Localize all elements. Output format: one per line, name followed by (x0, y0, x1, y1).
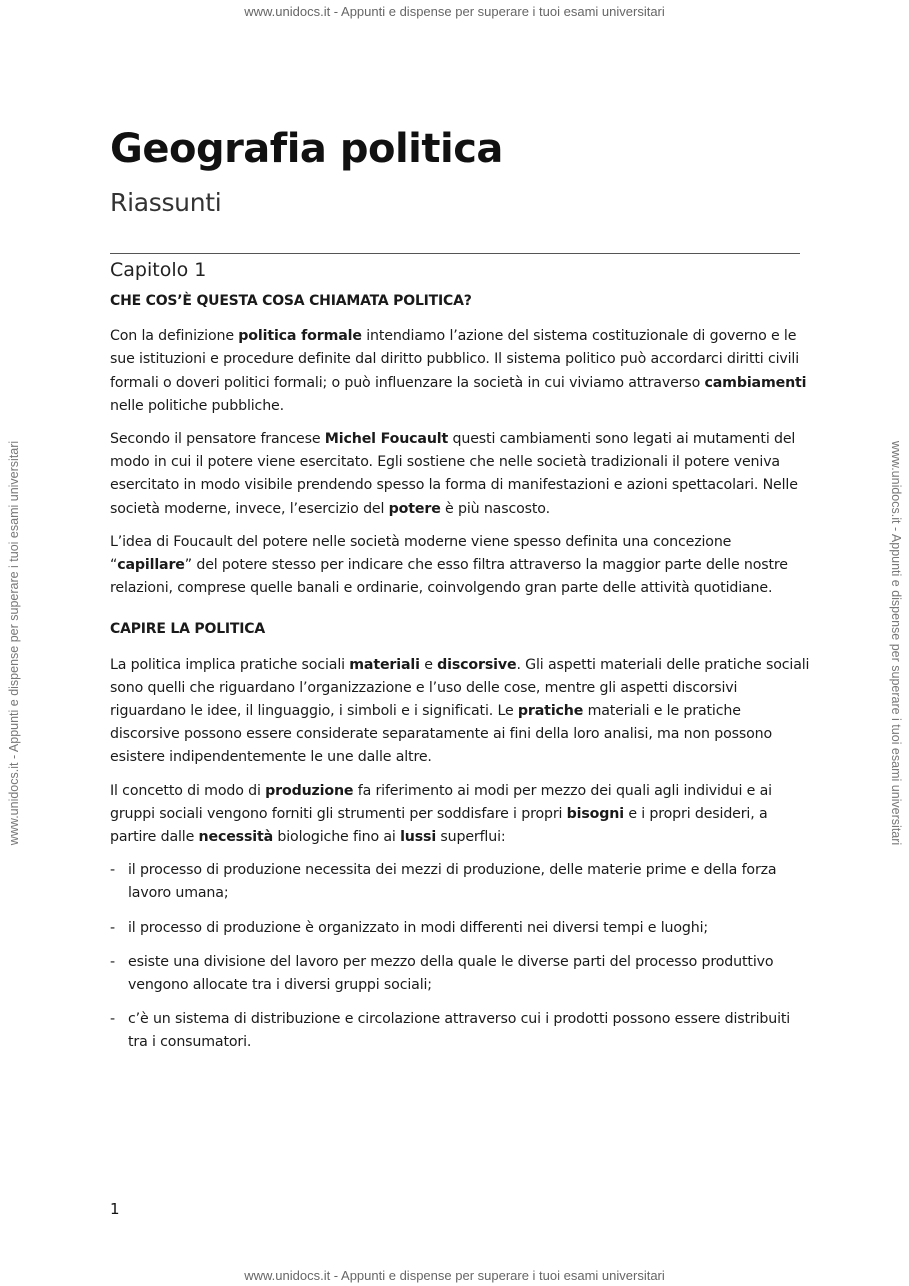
list-marker: - (110, 919, 115, 936)
paragraph-pratiche (110, 654, 810, 770)
text-run: ” del potere stesso per indicare che esso filtra attraverso la maggior parte delle nostre relazioni, comprese quelle banali e ordinarie, coinvolgendo gran parte delle attività quotidiane. (110, 557, 788, 597)
production-list (110, 859, 810, 1054)
bold-term: Michel Foucault (324, 431, 449, 448)
text-run: superflui: (436, 829, 506, 846)
bold-term: politica formale (238, 328, 362, 345)
list-item (110, 859, 810, 905)
paragraph-politica-formale (110, 325, 810, 418)
list-item (110, 951, 810, 997)
list-item (110, 917, 810, 940)
chapter-label: Capitolo 1 (110, 259, 207, 281)
bold-term: discorsive (437, 656, 517, 673)
watermark-left-banner: www.unidocs.it - Appunti e dispense per superare i tuoi esami universitari (7, 440, 21, 846)
document-title: Geografia politica (110, 126, 503, 172)
list-marker: - (110, 953, 115, 970)
text-run: è più nascosto. (440, 500, 550, 517)
page-number: 1 (110, 1200, 120, 1218)
text-run: Con la definizione (110, 328, 239, 345)
text-run: nelle politiche pubbliche. (110, 397, 284, 414)
bold-term: necessità (198, 829, 274, 846)
document-subtitle: Riassunti (110, 188, 222, 217)
bold-term: potere (388, 500, 441, 517)
watermark-right-banner: www.unidocs.it - Appunti e dispense per superare i tuoi esami universitari (889, 440, 903, 846)
document-body (110, 290, 810, 1066)
text-run: intendiamo l’azione del sistema costituzionale di governo e le sue istituzioni e procedure definite dal diritto pubblico. Il sistema politico può accordarci diritti civili formali o doveri politici formali; o può influenzare la società in cui viviamo attraverso (110, 328, 800, 391)
bold-term: produzione (265, 782, 354, 799)
bold-term: bisogni (566, 805, 624, 822)
text-run: fa riferimento ai modi per mezzo dei quali agli individui e ai gruppi sociali vengono forniti gli strumenti per soddisfare i propri (110, 782, 772, 822)
text-run: Il concetto di modo di (110, 782, 266, 799)
bold-term: capillare (117, 557, 185, 574)
text-run: L’idea di Foucault del potere nelle società moderne viene spesso definita una concezione “ (110, 533, 732, 574)
list-item-text: il processo di produzione è organizzato in modi differenti nei diversi tempi e luoghi; (128, 919, 709, 936)
paragraph-produzione (110, 780, 810, 850)
list-marker: - (110, 862, 115, 879)
text-run: biologiche fino ai (273, 829, 401, 846)
text-run: e i propri desideri, a partire dalle (110, 805, 768, 846)
text-run: La politica implica pratiche sociali (110, 656, 350, 673)
text-run: materiali e le pratiche discorsive possono essere considerate separatamente ai fini della loro analisi, ma non possono esistere indipendentemente le une dalle altre. (110, 703, 772, 766)
paragraph-capillare (110, 531, 810, 601)
list-item (110, 1008, 810, 1054)
watermark-bottom-banner: www.unidocs.it - Appunti e dispense per superare i tuoi esami universitari (244, 1268, 665, 1283)
text-run: questi cambiamenti sono legati ai mutamenti del modo in cui il potere viene esercitato. Egli sostiene che nelle società tradizionali il potere veniva esercitato in modo visibile prendendo spesso la forma di manifestazioni e azioni spettacolari. Nelle società moderne, invece, l’esercizio del (110, 431, 798, 517)
section-heading-capire: CAPIRE LA POLITICA (110, 621, 265, 638)
section-heading-politica: CHE COS’È QUESTA COSA CHIAMATA POLITICA? (110, 293, 472, 309)
title-divider (110, 253, 800, 254)
watermark-top-banner: www.unidocs.it - Appunti e dispense per superare i tuoi esami universitari (244, 4, 665, 19)
bold-term: materiali (349, 656, 420, 673)
text-run: e (419, 656, 438, 673)
list-item-text: il processo di produzione necessita dei mezzi di produzione, delle materie prime e della forza lavoro umana; (128, 862, 777, 902)
list-marker: - (110, 1011, 115, 1028)
text-run: Secondo il pensatore francese (110, 431, 325, 448)
bold-term: cambiamenti (704, 374, 807, 391)
paragraph-foucault (110, 428, 810, 521)
list-item-text: c’è un sistema di distribuzione e circolazione attraverso cui i prodotti possono essere distribuiti tra i consumatori. (128, 1011, 791, 1051)
bold-term: lussi (400, 829, 437, 846)
bold-term: pratiche (517, 703, 584, 720)
text-run: . Gli aspetti materiali delle pratiche sociali sono quelli che riguardano l’organizzazione e l’uso delle cose, mentre gli aspetti discorsivi riguardano le idee, il linguaggio, i simboli e i significati. Le (110, 656, 810, 720)
list-item-text: esiste una divisione del lavoro per mezzo della quale le diverse parti del processo produttivo vengono allocate tra i diversi gruppi sociali; (128, 953, 774, 994)
